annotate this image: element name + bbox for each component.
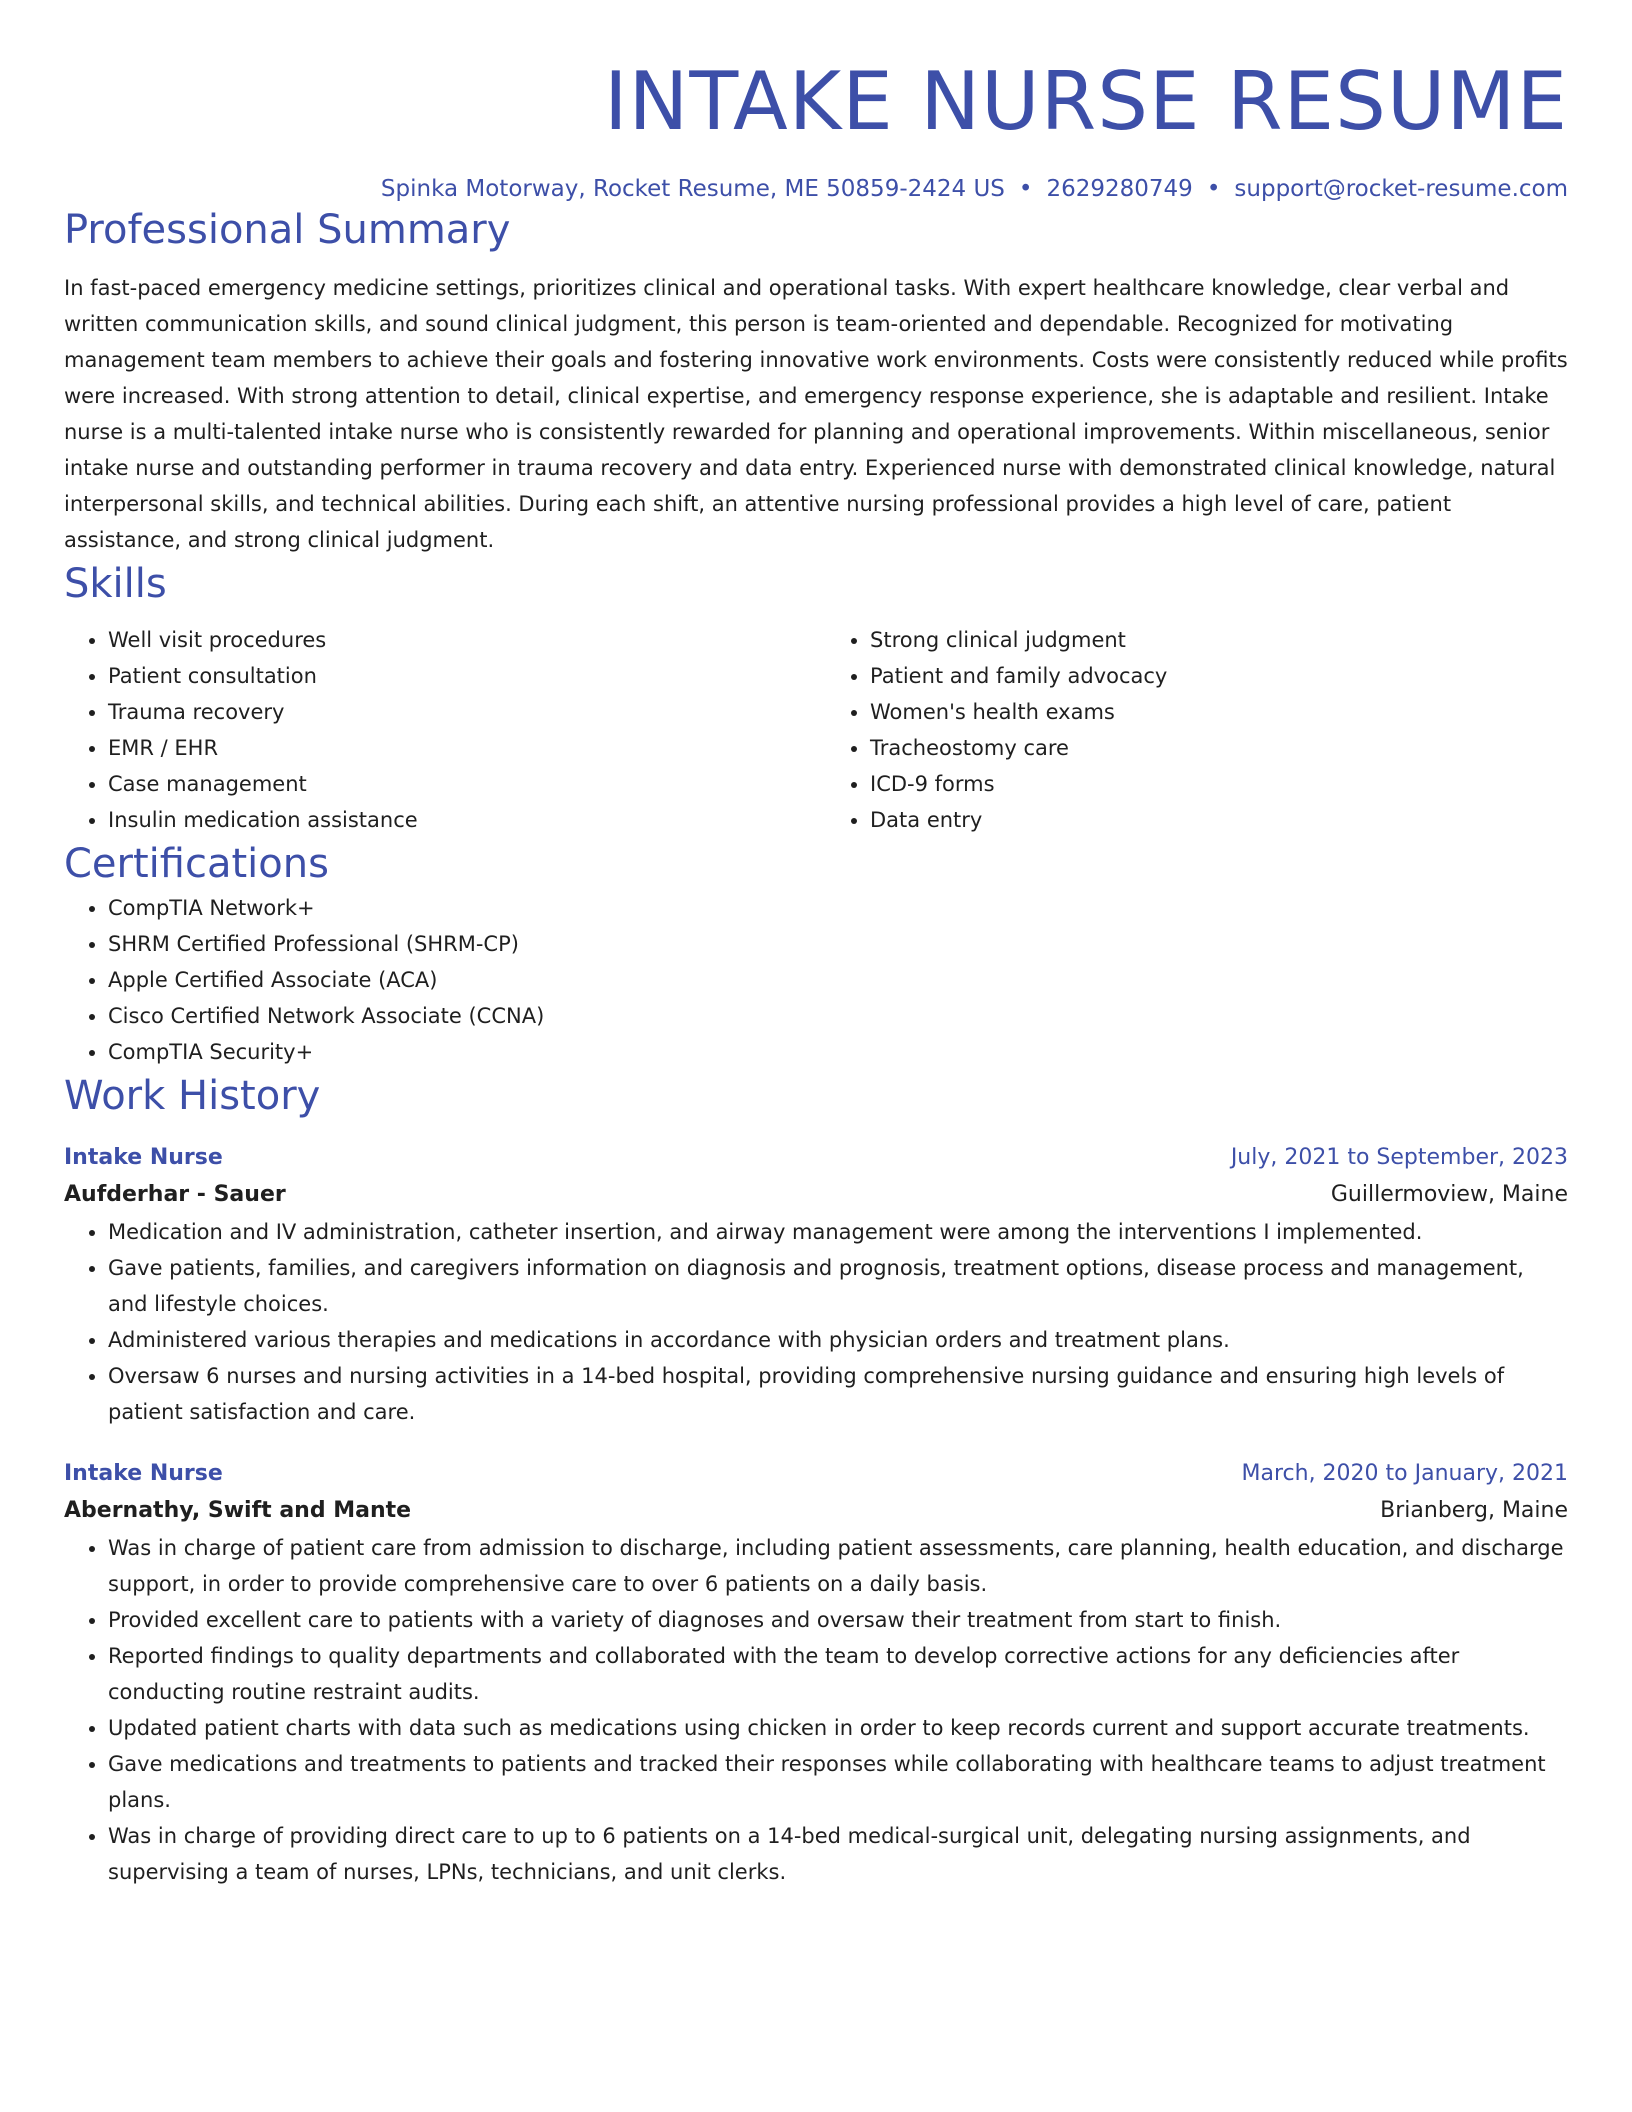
skill-item: • Well visit procedures	[108, 622, 806, 658]
contact-line	[64, 174, 1568, 204]
job-company: Abernathy, Swift and Mante	[64, 1498, 412, 1523]
job-company-row	[64, 1492, 1568, 1530]
skill-item: • EMR / EHR	[108, 730, 806, 766]
skill-item: • Case management	[108, 766, 806, 802]
skills-list-left	[64, 622, 806, 838]
contact-address: Spinka Motorway, Rocket Resume, ME 50859-2424 US	[380, 176, 1005, 202]
job-dates: July, 2021 to September, 2023	[1230, 1145, 1568, 1170]
skill-item: • Strong clinical judgment	[870, 622, 1568, 658]
job-location: Brianberg, Maine	[1380, 1498, 1568, 1523]
job-bullet: • Medication and IV administration, catheter insertion, and airway management were among the interventions I implemented.	[108, 1214, 1568, 1250]
resume-title: INTAKE NURSE RESUME	[603, 55, 1568, 148]
job-header-row	[64, 1140, 1568, 1176]
job-entry	[64, 1140, 1568, 1430]
job-bullet: • Oversaw 6 nurses and nursing activities in a 14-bed hospital, providing comprehensive nursing guidance and ensuring high levels of patient satisfaction and care.	[108, 1358, 1568, 1430]
skills-list-right	[826, 622, 1568, 838]
summary-heading: Professional Summary	[64, 207, 511, 253]
certification-item: • SHRM Certified Professional (SHRM-CP)	[108, 926, 1568, 962]
skill-item: • Patient consultation	[108, 658, 806, 694]
summary-text: In fast-paced emergency medicine settings, prioritizes clinical and operational tasks. With expert healthcare knowledge, clear verbal and written communication skills, and sound clinical judgment, this person is team-oriented and dependable. Recognized for motivating management team members to achieve their goals and fostering innovative work environments. Costs were consistently reduced while profits were increased. With strong attention to detail, clinical expertise, and emergency response experience, she is adaptable and resilient. Intake nurse is a multi-talented intake nurse who is consistently rewarded for planning and operational improvements. Within miscellaneous, senior intake nurse and outstanding performer in trauma recovery and data entry. Experienced nurse with demonstrated clinical knowledge, natural interpersonal skills, and technical abilities. During each shift, an attentive nursing professional provides a high level of care, patient assistance, and strong clinical judgment.	[64, 276, 1568, 552]
job-bullet: • Updated patient charts with data such as medications using chicken in order to keep records current and support accurate treatments.	[108, 1710, 1568, 1746]
certifications-list	[64, 890, 1568, 1070]
contact-separator: •	[1018, 176, 1033, 202]
skill-item: • Tracheostomy care	[870, 730, 1568, 766]
job-location: Guillermoview, Maine	[1330, 1182, 1568, 1207]
job-dates: March, 2020 to January, 2021	[1241, 1461, 1568, 1486]
skill-item: • Data entry	[870, 802, 1568, 838]
skill-item: • Women's health exams	[870, 694, 1568, 730]
certification-item: • CompTIA Security+	[108, 1034, 1568, 1070]
job-bullets	[64, 1530, 1568, 1890]
skills-grid	[64, 622, 1568, 838]
skill-item: • Insulin medication assistance	[108, 802, 806, 838]
contact-phone: 2629280749	[1046, 176, 1193, 202]
job-title: Intake Nurse	[64, 1461, 223, 1486]
skill-item: • ICD-9 forms	[870, 766, 1568, 802]
job-bullet: • Gave medications and treatments to patients and tracked their responses while collaborating with healthcare teams to adjust treatment plans.	[108, 1746, 1568, 1818]
job-bullet: • Administered various therapies and medications in accordance with physician orders and treatment plans.	[108, 1322, 1568, 1358]
job-bullets	[64, 1214, 1568, 1430]
job-bullet: • Reported findings to quality departments and collaborated with the team to develop corrective actions for any deficiencies after conducting routine restraint audits.	[108, 1638, 1568, 1710]
skill-item: • Patient and family advocacy	[870, 658, 1568, 694]
job-bullet: • Gave patients, families, and caregivers information on diagnosis and prognosis, treatment options, disease process and management, and lifestyle choices.	[108, 1250, 1568, 1322]
certifications-heading: Certifications	[64, 841, 329, 887]
job-header-row	[64, 1456, 1568, 1492]
contact-email[interactable]: support@rocket-resume.com	[1234, 176, 1568, 202]
job-bullet: • Was in charge of patient care from admission to discharge, including patient assessments, care planning, health education, and discharge support, in order to provide comprehensive care to over 6 patients on a daily basis.	[108, 1530, 1568, 1602]
job-bullet: • Provided excellent care to patients with a variety of diagnoses and oversaw their treatment from start to finish.	[108, 1602, 1568, 1638]
job-company-row	[64, 1176, 1568, 1214]
skills-heading: Skills	[64, 561, 167, 607]
job-title: Intake Nurse	[64, 1145, 223, 1170]
contact-separator: •	[1206, 176, 1221, 202]
skill-item: • Trauma recovery	[108, 694, 806, 730]
job-entry	[64, 1456, 1568, 1890]
certification-item: • Apple Certified Associate (ACA)	[108, 962, 1568, 998]
job-bullet: • Was in charge of providing direct care to up to 6 patients on a 14-bed medical-surgical unit, delegating nursing assignments, and supervising a team of nurses, LPNs, technicians, and unit clerks.	[108, 1818, 1568, 1890]
certification-item: • Cisco Certified Network Associate (CCNA)	[108, 998, 1568, 1034]
resume-page	[64, 0, 1568, 1890]
certification-item: • CompTIA Network+	[108, 890, 1568, 926]
job-company: Aufderhar - Sauer	[64, 1182, 286, 1207]
work-history-heading: Work History	[64, 1073, 321, 1119]
